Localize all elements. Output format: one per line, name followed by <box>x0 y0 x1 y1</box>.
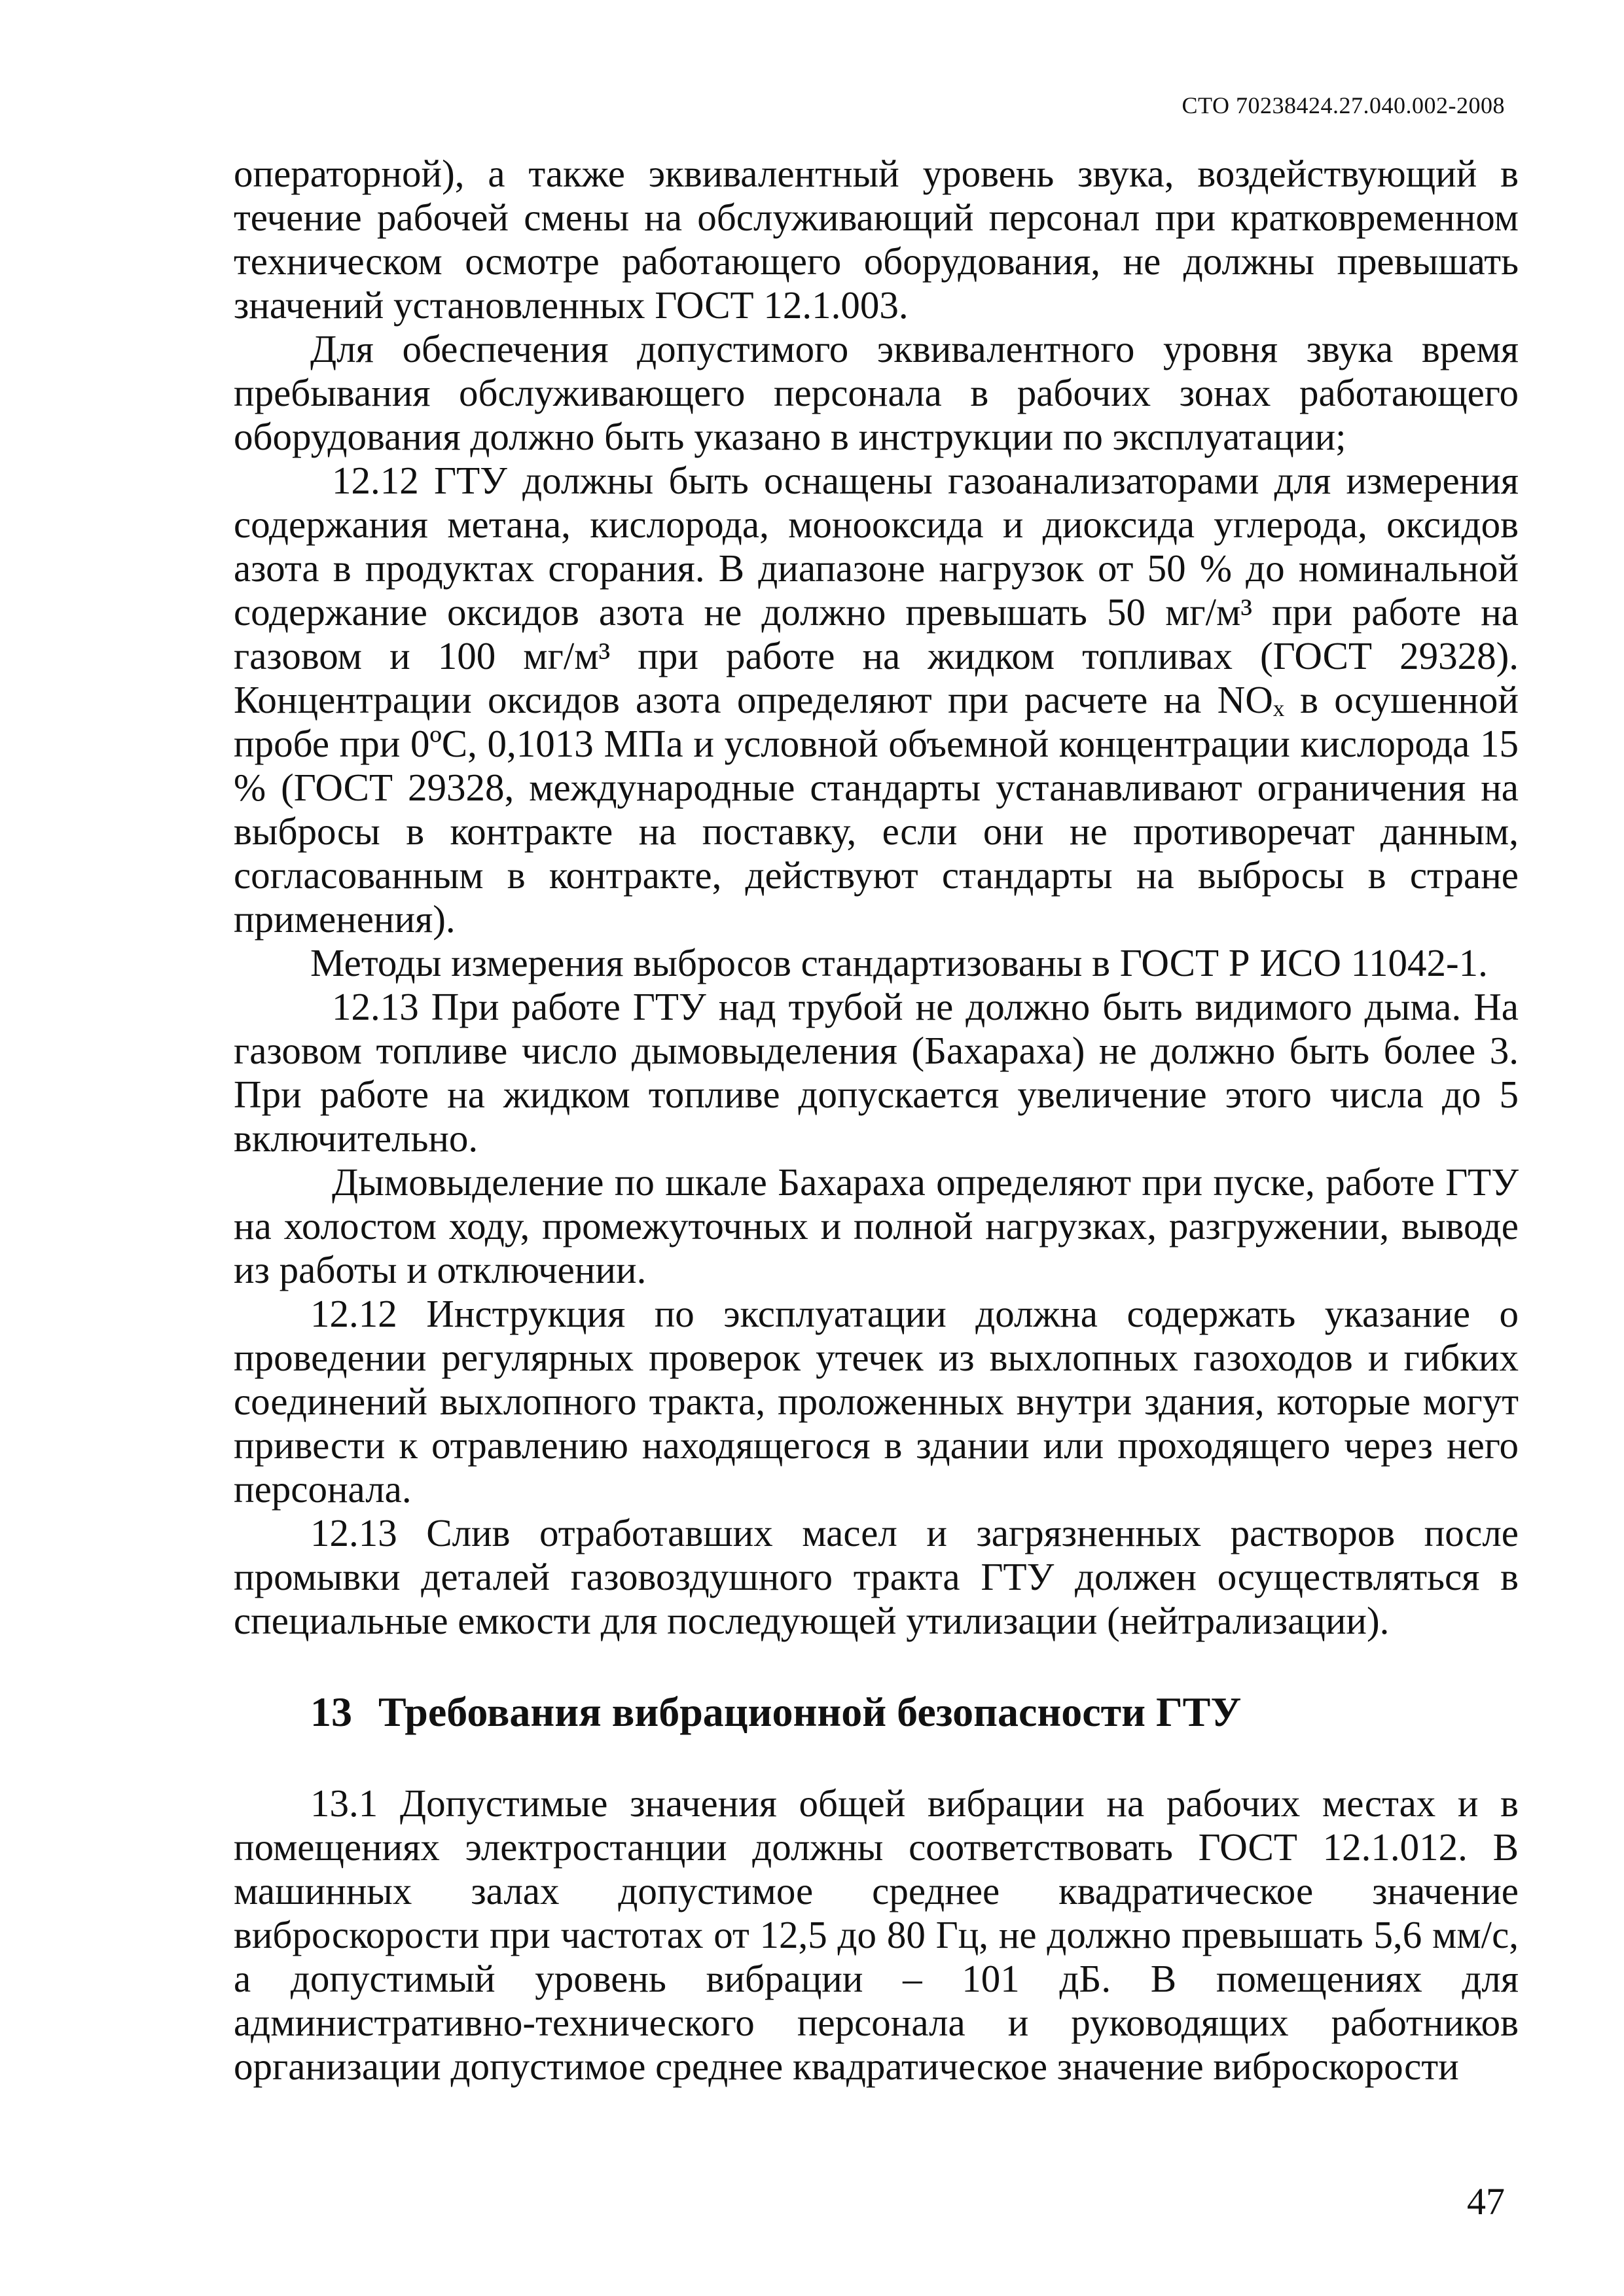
paragraph-bacharach-scale: Дымовыделение по шкале Бахараха определяют при пуске, работе ГТУ на холостом ходу, промежуточных и полной нагрузках, разгружении, выводе из работы и отключении. <box>234 1160 1519 1291</box>
paragraph-exposure-time: Для обеспечения допустимого эквивалентного уровня звука время пребывания обслуживающего персонала в рабочих зонах работающего оборудования должно быть указано в инструкции по эксплуатации; <box>234 327 1519 458</box>
paragraph-12-13-smoke: 12.13 При работе ГТУ над трубой не должно быть видимого дыма. На газовом топливе число дымовыделения (Бахараха) не должно быть более 3. При работе на жидком топливе допускается увеличение этого числа до 5 включительно. <box>234 985 1519 1160</box>
page-content <box>234 152 1519 2089</box>
paragraph-measurement-methods: Методы измерения выбросов стандартизованы в ГОСТ Р ИСО 11042-1. <box>310 941 1488 984</box>
paragraph-continuation: операторной), а также эквивалентный уровень звука, воздействующий в течение рабочей смены на обслуживающий персонал при кратковременном техническом осмотре работающего оборудования, не должны превышать значений установленных ГОСТ 12.1.003. <box>234 152 1519 327</box>
section-title: Требования вибрационной безопасности ГТУ <box>378 1689 1242 1735</box>
paragraph-12-12-instructions: 12.12 Инструкция по эксплуатации должна содержать указание о проведении регулярных проверок утечек из выхлопных газоходов и гибких соединений выхлопного тракта, проложенных внутри здания, которые могут привести к отравлению находящегося в здании или проходящего через него персонала. <box>234 1292 1519 1511</box>
paragraph-12-12-gas-analyzers: 12.12 ГТУ должны быть оснащены газоанализаторами для измерения содержания метана, кислорода, монооксида и диоксида углерода, оксидов азота в продуктах сгорания. В диапазоне нагрузок от 50 % до номинальной содержание оксидов азота не должно превышать 50 мг/м³ при работе на газовом и 100 мг/м³ при работе на жидком топливах (ГОСТ 29328). Концентрации оксидов азота определяют при расчете на NOₓ в осушенной пробе при 0ºС, 0,1013 МПа и условной объемной концентрации кислорода 15 % (ГОСТ 29328, международные стандарты устанавливают ограничения на выбросы в контракте на поставку, если они не противоречат данным, согласованным в контракте, действуют стандарты на выбросы в стране применения). <box>234 459 1519 941</box>
paragraph-13-1-vibration: 13.1 Допустимые значения общей вибрации на рабочих местах и в помещениях электростанции должны соответствовать ГОСТ 12.1.012. В машинных залах допустимое среднее квадратическое значение виброскорости при частотах от 12,5 до 80 Гц, не должно превышать 5,6 мм/с, а допустимый уровень вибрации – 101 дБ. В помещениях для административно-технического персонала и руководящих работников организации допустимое среднее квадратическое значение виброскорости <box>234 1782 1519 2088</box>
page-number: 47 <box>1467 2180 1505 2223</box>
paragraph-12-13-oil-drain: 12.13 Слив отработавших масел и загрязненных растворов после промывки деталей газовоздушного тракта ГТУ должен осуществляться в специальные емкости для последующей утилизации (нейтрализации). <box>234 1511 1519 1642</box>
document-code: СТО 70238424.27.040.002-2008 <box>1182 92 1505 118</box>
section-heading <box>310 1686 1519 1738</box>
section-number: 13 <box>310 1689 352 1735</box>
